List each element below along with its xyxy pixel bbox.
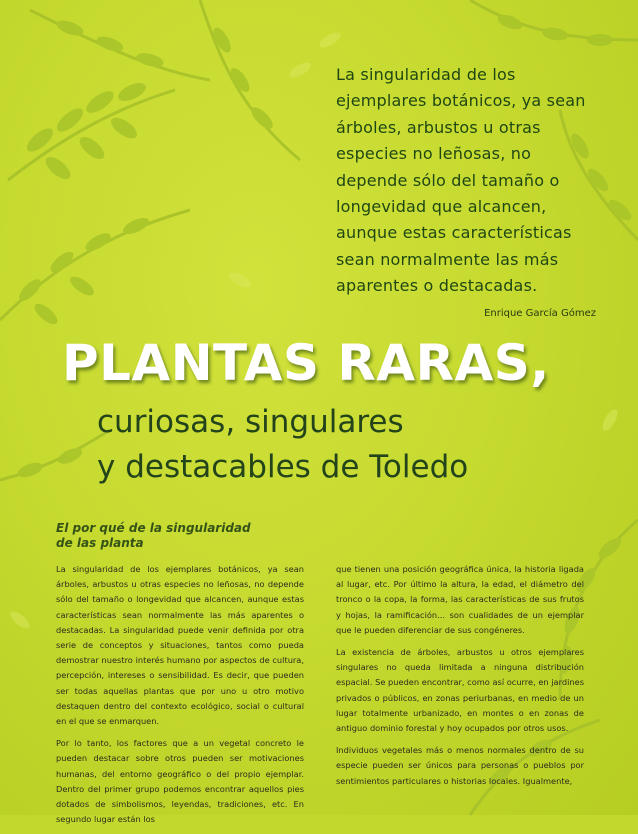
right-paragraph-2: La existencia de árboles, arbustos u otros ejemplares singulares no queda limitada a ninguna distribución espacial. Se pueden encontrar, como así ocurre, en jardines privados o públicos, en zonas periurbanas, en medio de un lugar totalmente urbanizado, en montes o en zonas de antiguo dominio forestal y hoy ocupados por otros usos.	[336, 647, 584, 734]
left-paragraph-1: La singularidad de los ejemplares botánicos, ya sean árboles, arbustos u otras especies no leñosas, no depende sólo del tamaño o longevidad que alcancen, aunque estas características sean normalmente las más aparentes o destacadas. La singularidad puede venir definida por otra serie de conceptos y situaciones, tantos como pueda demostrar nuestro interés humano por aspectos de cultura, percepción, intereses o sensibilidad. Es decir, que pueden ser todas aquellas plantas que por uno u otro motivo destaquen dentro del contexto ecológico, social o cultural en el que se enmarquen.	[56, 564, 304, 727]
subtitle-line-1: curiosas, singulares	[97, 404, 404, 440]
intro-quote: La singularidad de los ejemplares botánicos, ya sean árboles, arbustos u otras especies no leñosas, no depende sólo del tamaño o longevidad que alcancen, aunque estas características sean normalmente las más aparentes o destacadas.	[336, 65, 586, 296]
left-column	[56, 562, 304, 834]
right-column	[336, 562, 584, 796]
subtitle-line-2: y destacables de Toledo	[97, 449, 469, 485]
author-name: Enrique García Gómez	[484, 308, 596, 319]
section-heading: El por qué de la singularidad de las planta	[56, 521, 251, 550]
right-paragraph-3: Individuos vegetales más o menos normales dentro de su especie pueden ser únicos para personas o pueblos por sentimientos particulares o historias locales. Igualmente,	[336, 745, 584, 786]
left-paragraph-2: Por lo tanto, los factores que a un vegetal concreto le pueden destacar sobre otros pueden ser motivaciones humanas, del entorno geográfico o del propio ejemplar. Dentro del primer grupo podemos encontrar aquellos pies dotados de simbolismos, leyendas, tradiciones, etc. En segundo lugar están los	[56, 738, 304, 825]
right-paragraph-1: que tienen una posición geográfica única, la historia ligada al lugar, etc. Por último la altura, la edad, el diámetro del tronco o la copa, la forma, las características de sus frutos y hojas, la ramificación... son cualidades de un ejemplar que le pueden diferenciar de sus congéneres.	[336, 564, 584, 635]
main-title: PLANTAS RARAS,	[62, 334, 550, 392]
